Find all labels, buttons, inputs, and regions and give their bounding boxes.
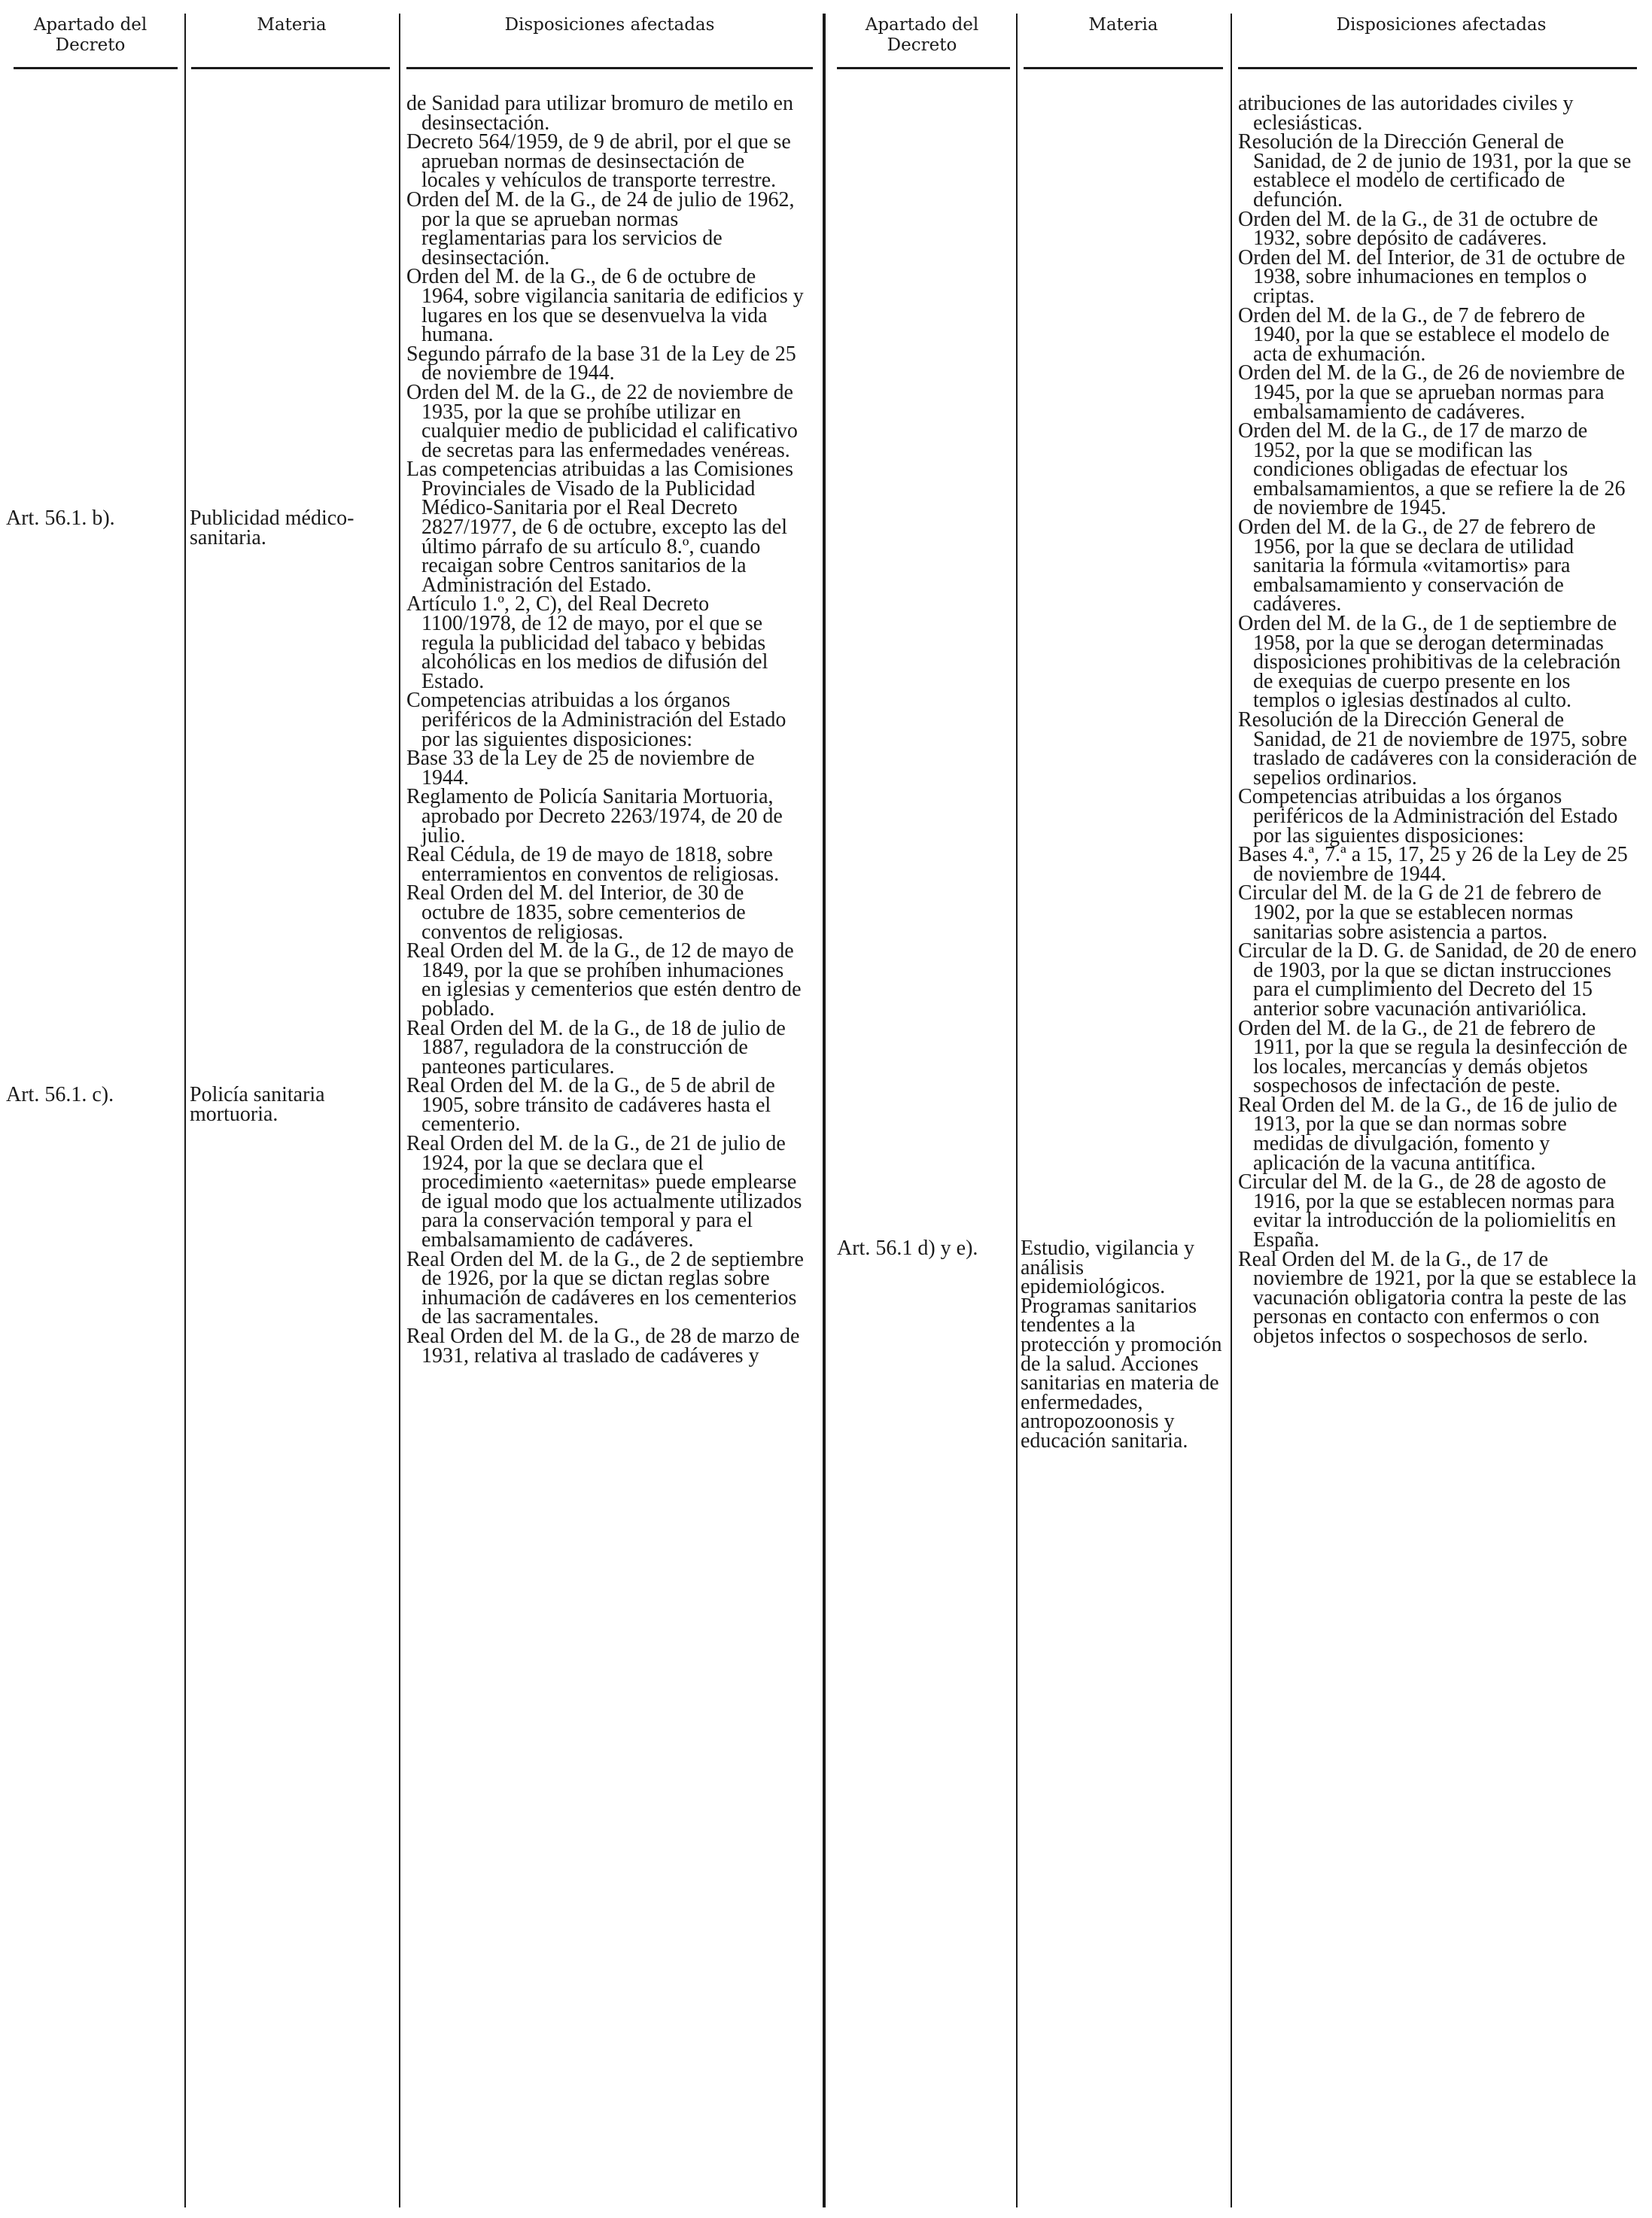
disposicion-entry: Circular del M. de la G de 21 de febrero de 1902, por la que se establecen normas sanitarias sobre asistencia a partos. (1238, 881, 1602, 944)
disposicion-entry: Resolución de la Dirección General de Sanidad, de 2 de junio de 1931, por la que se establece el modelo de certificado de defunción. (1238, 130, 1632, 211)
disposicion-entry: Orden del M. de la G., de 27 de febrero de 1956, por la que se declara de utilidad sanitaria la fórmula «vitamortis» para embalsamamiento y conservación de cadáveres. (1238, 516, 1596, 616)
header-rule (14, 67, 178, 69)
header-disposiciones-right: Disposiciones afectadas (1336, 15, 1547, 35)
disposicion-entry: atribuciones de las autoridades civiles y eclesiásticas. (1238, 92, 1574, 135)
header-apartado-right: Apartado del Decreto (865, 15, 979, 55)
disposicion-entry: Bases 4.ª, 7.ª a 15, 17, 25 y 26 de la Ley de 25 de noviembre de 1944. (1238, 843, 1628, 886)
header-materia-left: Materia (257, 15, 327, 35)
disposicion-entry: Real Orden del M. de la G., de 17 de noviembre de 1921, por la que se establece la vacunación obligatoria contra la peste de las personas en contacto con enfermos o con objetos infectos o sospechosos de serlo. (1238, 1247, 1637, 1348)
disposiciones-column-left (406, 92, 807, 1368)
disposicion-entry: Resolución de la Dirección General de Sanidad, de 21 de noviembre de 1975, sobre traslado de cadáveres con la consideración de sepelios ordinarios. (1238, 708, 1637, 790)
disposicion-entry: Orden del M. de la G., de 7 de febrero de 1940, por la que se establece el modelo de acta de exhumación. (1238, 303, 1610, 366)
apartado-label: Art. 56.1. c). (6, 1083, 114, 1106)
disposicion-entry: Orden del M. de la G., de 21 de febrero de 1911, por la que se regula la desinfección de los locales, mercancías y demás objetos sospechosos de infectación de peste. (1238, 1016, 1628, 1098)
column-divider (1231, 14, 1232, 2207)
disposicion-entry: Real Orden del M. de la G., de 2 de septiembre de 1926, por la que se dictan reglas sobre inhumación de cadáveres en los cementerios de las sacramentales. (406, 1247, 804, 1329)
disposicion-entry: Decreto 564/1959, de 9 de abril, por el que se aprueban normas de desinsectación de locales y vehículos de transporte terrestre. (406, 130, 791, 193)
disposicion-entry: Artículo 1.º, 2, C), del Real Decreto 1100/1978, de 12 de mayo, por el que se regula la publicidad del tabaco y bebidas alcohólicas en los medios de difusión del Estado. (406, 592, 768, 693)
disposicion-entry: Orden del M. del Interior, de 31 de octubre de 1938, sobre inhumaciones en templos o criptas. (1238, 245, 1626, 308)
disposicion-entry: Real Orden del M. de la G., de 28 de marzo de 1931, relativa al traslado de cadáveres y (406, 1325, 800, 1368)
disposicion-entry: Real Orden del M. de la G., de 12 de mayo de 1849, por la que se prohíben inhumaciones en iglesias y cementerios que estén dentro de poblado. (406, 939, 802, 1021)
disposicion-entry: de Sanidad para utilizar bromuro de metilo en desinsectación. (406, 92, 793, 135)
column-divider (399, 14, 400, 2207)
header-rule (406, 67, 813, 69)
disposicion-entry: Orden del M. de la G., de 22 de noviembre de 1935, por la que se prohíbe utilizar en cualquier medio de publicidad el calificativo de secretas para las enfermedades venéreas. (406, 380, 798, 462)
apartado-label: Art. 56.1 d) y e). (837, 1237, 978, 1260)
disposicion-entry: Las competencias atribuidas a las Comisiones Provinciales de Visado de la Publicidad Médico-Sanitaria por el Real Decreto 2827/1977, de 6 de octubre, excepto las del último párrafo de su artículo 8.º, cuando recaigan sobre Centros sanitarios de la Administración del Estado. (406, 458, 793, 597)
disposicion-entry: Orden del M. de la G., de 17 de marzo de 1952, por la que se modifican las condiciones obligadas de efectuar los embalsamamientos, a que se refiere la de 26 de noviembre de 1945. (1238, 419, 1626, 520)
materia-label: Estudio, vigilancia y análisis epidemiológicos. Programas sanitarios tendentes a la protección y promoción de la salud. Acciones sanitarias en materia de enfermedades, antropozoonosis y educación sanitaria. (1021, 1237, 1222, 1453)
disposicion-entry: Orden del M. de la G., de 24 de julio de 1962, por la que se aprueban normas reglamentarias para los servicios de desinsectación. (406, 187, 795, 269)
disposicion-entry: Competencias atribuidas a los órganos periféricos de la Administración del Estado por las siguientes disposiciones: (1238, 785, 1618, 847)
disposicion-entry: Orden del M. de la G., de 26 de noviembre de 1945, por la que se aprueban normas para embalsamamiento de cadáveres. (1238, 361, 1625, 424)
header-rule (837, 67, 1010, 69)
materia-label: Publicidad médico-sanitaria. (190, 507, 354, 549)
header-rule (191, 67, 390, 69)
disposicion-entry: Real Orden del M. de la G., de 16 de julio de 1913, por la que se dan normas sobre medidas de divulgación, fomento y aplicación de la vacuna antitífica. (1238, 1093, 1617, 1175)
disposicion-entry: Real Cédula, de 19 de mayo de 1818, sobre enterramientos en conventos de religiosas. (406, 843, 780, 886)
disposicion-entry: Circular del M. de la G., de 28 de agosto de 1916, por la que se establecen normas para evitar la introducción de la poliomielitis en España. (1238, 1170, 1617, 1252)
header-rule (1024, 67, 1223, 69)
materia-label: Policía sanitaria mortuoria. (190, 1083, 325, 1126)
disposicion-entry: Real Orden del M. del Interior, de 30 de octubre de 1835, sobre cementerios de conventos de religiosas. (406, 881, 746, 944)
disposicion-entry: Base 33 de la Ley de 25 de noviembre de 1944. (406, 747, 755, 790)
header-materia-right: Materia (1088, 15, 1158, 35)
header-disposiciones-left: Disposiciones afectadas (504, 15, 715, 35)
center-divider (823, 14, 826, 2207)
column-divider (1016, 14, 1018, 2207)
disposiciones-column-right (1238, 94, 1637, 1346)
disposicion-entry: Orden del M. de la G., de 31 de octubre de 1932, sobre depósito de cadáveres. (1238, 207, 1599, 251)
column-divider (184, 14, 186, 2207)
disposicion-entry: Real Orden del M. de la G., de 18 de julio de 1887, reguladora de la construcción de panteones particulares. (406, 1016, 786, 1079)
disposicion-entry: Real Orden del M. de la G., de 21 de julio de 1924, por la que se declara que el procedimiento «aeternitas» puede emplearse de igual modo que los actualmente utilizados para la conservación temporal y para el embalsamamiento de cadáveres. (406, 1132, 802, 1252)
disposicion-entry: Competencias atribuidas a los órganos periféricos de la Administración del Estado por las siguientes disposiciones: (406, 689, 786, 751)
disposicion-entry: Orden del M. de la G., de 1 de septiembre de 1958, por la que se derogan determinadas disposiciones prohibitivas de la celebración de exequias de cuerpo presente en los templos o iglesias destinados al culto. (1238, 612, 1621, 713)
disposicion-entry: Circular de la D. G. de Sanidad, de 20 de enero de 1903, por la que se dictan instrucciones para el cumplimiento del Decreto del 15 anterior sobre vacunación antivariólica. (1238, 939, 1637, 1021)
apartado-label: Art. 56.1. b). (6, 507, 115, 530)
disposicion-entry: Real Orden del M. de la G., de 5 de abril de 1905, sobre tránsito de cadáveres hasta el cementerio. (406, 1074, 775, 1136)
disposicion-entry: Reglamento de Policía Sanitaria Mortuoria, aprobado por Decreto 2263/1974, de 20 de julio. (406, 785, 783, 847)
header-rule (1238, 67, 1637, 69)
header-apartado-left: Apartado del Decreto (33, 15, 148, 55)
disposicion-entry: Segundo párrafo de la base 31 de la Ley de 25 de noviembre de 1944. (406, 342, 796, 385)
disposicion-entry: Orden del M. de la G., de 6 de octubre de 1964, sobre vigilancia sanitaria de edificios y lugares en los que se desenvuelva la vida humana. (406, 265, 804, 347)
